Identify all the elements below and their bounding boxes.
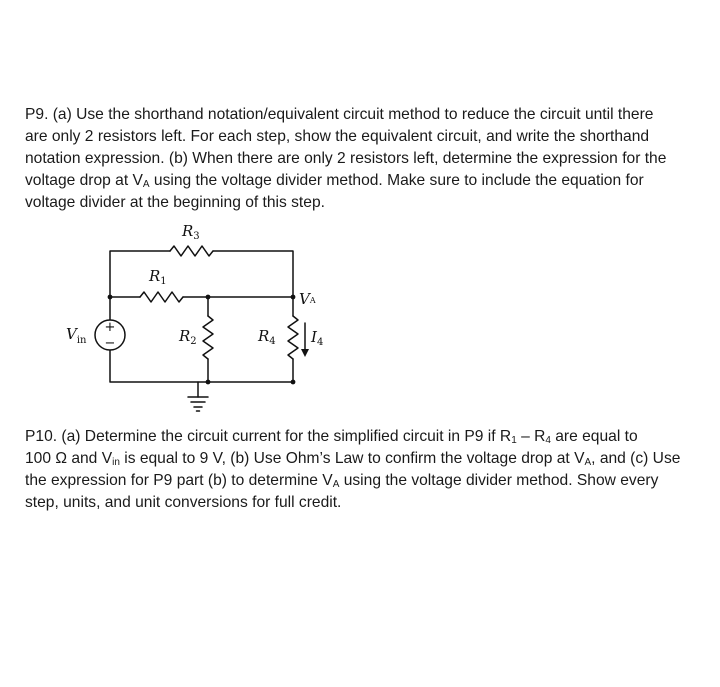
label-r3: $R_3$ <box>182 222 200 242</box>
node-dot-r4-bottom <box>291 380 296 385</box>
node-dot-va <box>291 295 296 300</box>
label-r2: $R_2$ <box>179 327 197 347</box>
label-r1: $R_1$ <box>149 267 167 287</box>
node-dot-r2-top <box>206 295 211 300</box>
p9-line-5: voltage divider at the beginning of this step. <box>25 194 325 211</box>
resistor-r2 <box>203 316 213 359</box>
p10-line-3: the expression for P9 part (b) to determine $V_A$ using the voltage divider method. Show every <box>25 472 659 490</box>
source-minus-sign: − <box>104 336 116 351</box>
resistor-r1 <box>140 292 183 302</box>
label-r4: $R_4$ <box>258 327 276 347</box>
p9-line-4: voltage drop at $V_A$ using the voltage divider method. Make sure to include the equation for <box>25 172 644 190</box>
p10-line-2: 100 Ω and $V_{in}$ is equal to 9 V, (b) Use Ohm’s Law to confirm the voltage drop at $V_A$, and (c) Use <box>25 450 681 468</box>
label-va: VA <box>299 290 316 308</box>
wire-r3-left <box>110 251 170 297</box>
node-dot-r2-bottom <box>206 380 211 385</box>
resistor-r3 <box>170 246 213 256</box>
p9-line-3: notation expression. (b) When there are only 2 resistors left, determine the expression for the <box>25 150 667 167</box>
wire-left-lower <box>110 350 293 382</box>
p10-line-4: step, units, and unit conversions for full credit. <box>25 494 342 511</box>
source-plus-sign: + <box>104 320 116 335</box>
problem-p10-text <box>25 426 705 514</box>
p9-line-2: are only 2 resistors left. For each step, show the equivalent circuit, and write the shorthand <box>25 128 650 145</box>
resistor-r4 <box>288 316 298 359</box>
node-dot-top-left <box>108 295 113 300</box>
p10-line-1: P10. (a) Determine the circuit current for the simplified circuit in P9 if $R_1 - R_4$ are equal to <box>25 428 638 446</box>
wire-r3-right <box>213 251 293 297</box>
p9-line-1: P9. (a) Use the shorthand notation/equivalent circuit method to reduce the circuit until there <box>25 106 654 123</box>
label-i4: $I_4$ <box>311 328 324 348</box>
label-vin: $V_{in}$ <box>66 325 87 346</box>
current-arrow-i4-head <box>301 349 309 357</box>
